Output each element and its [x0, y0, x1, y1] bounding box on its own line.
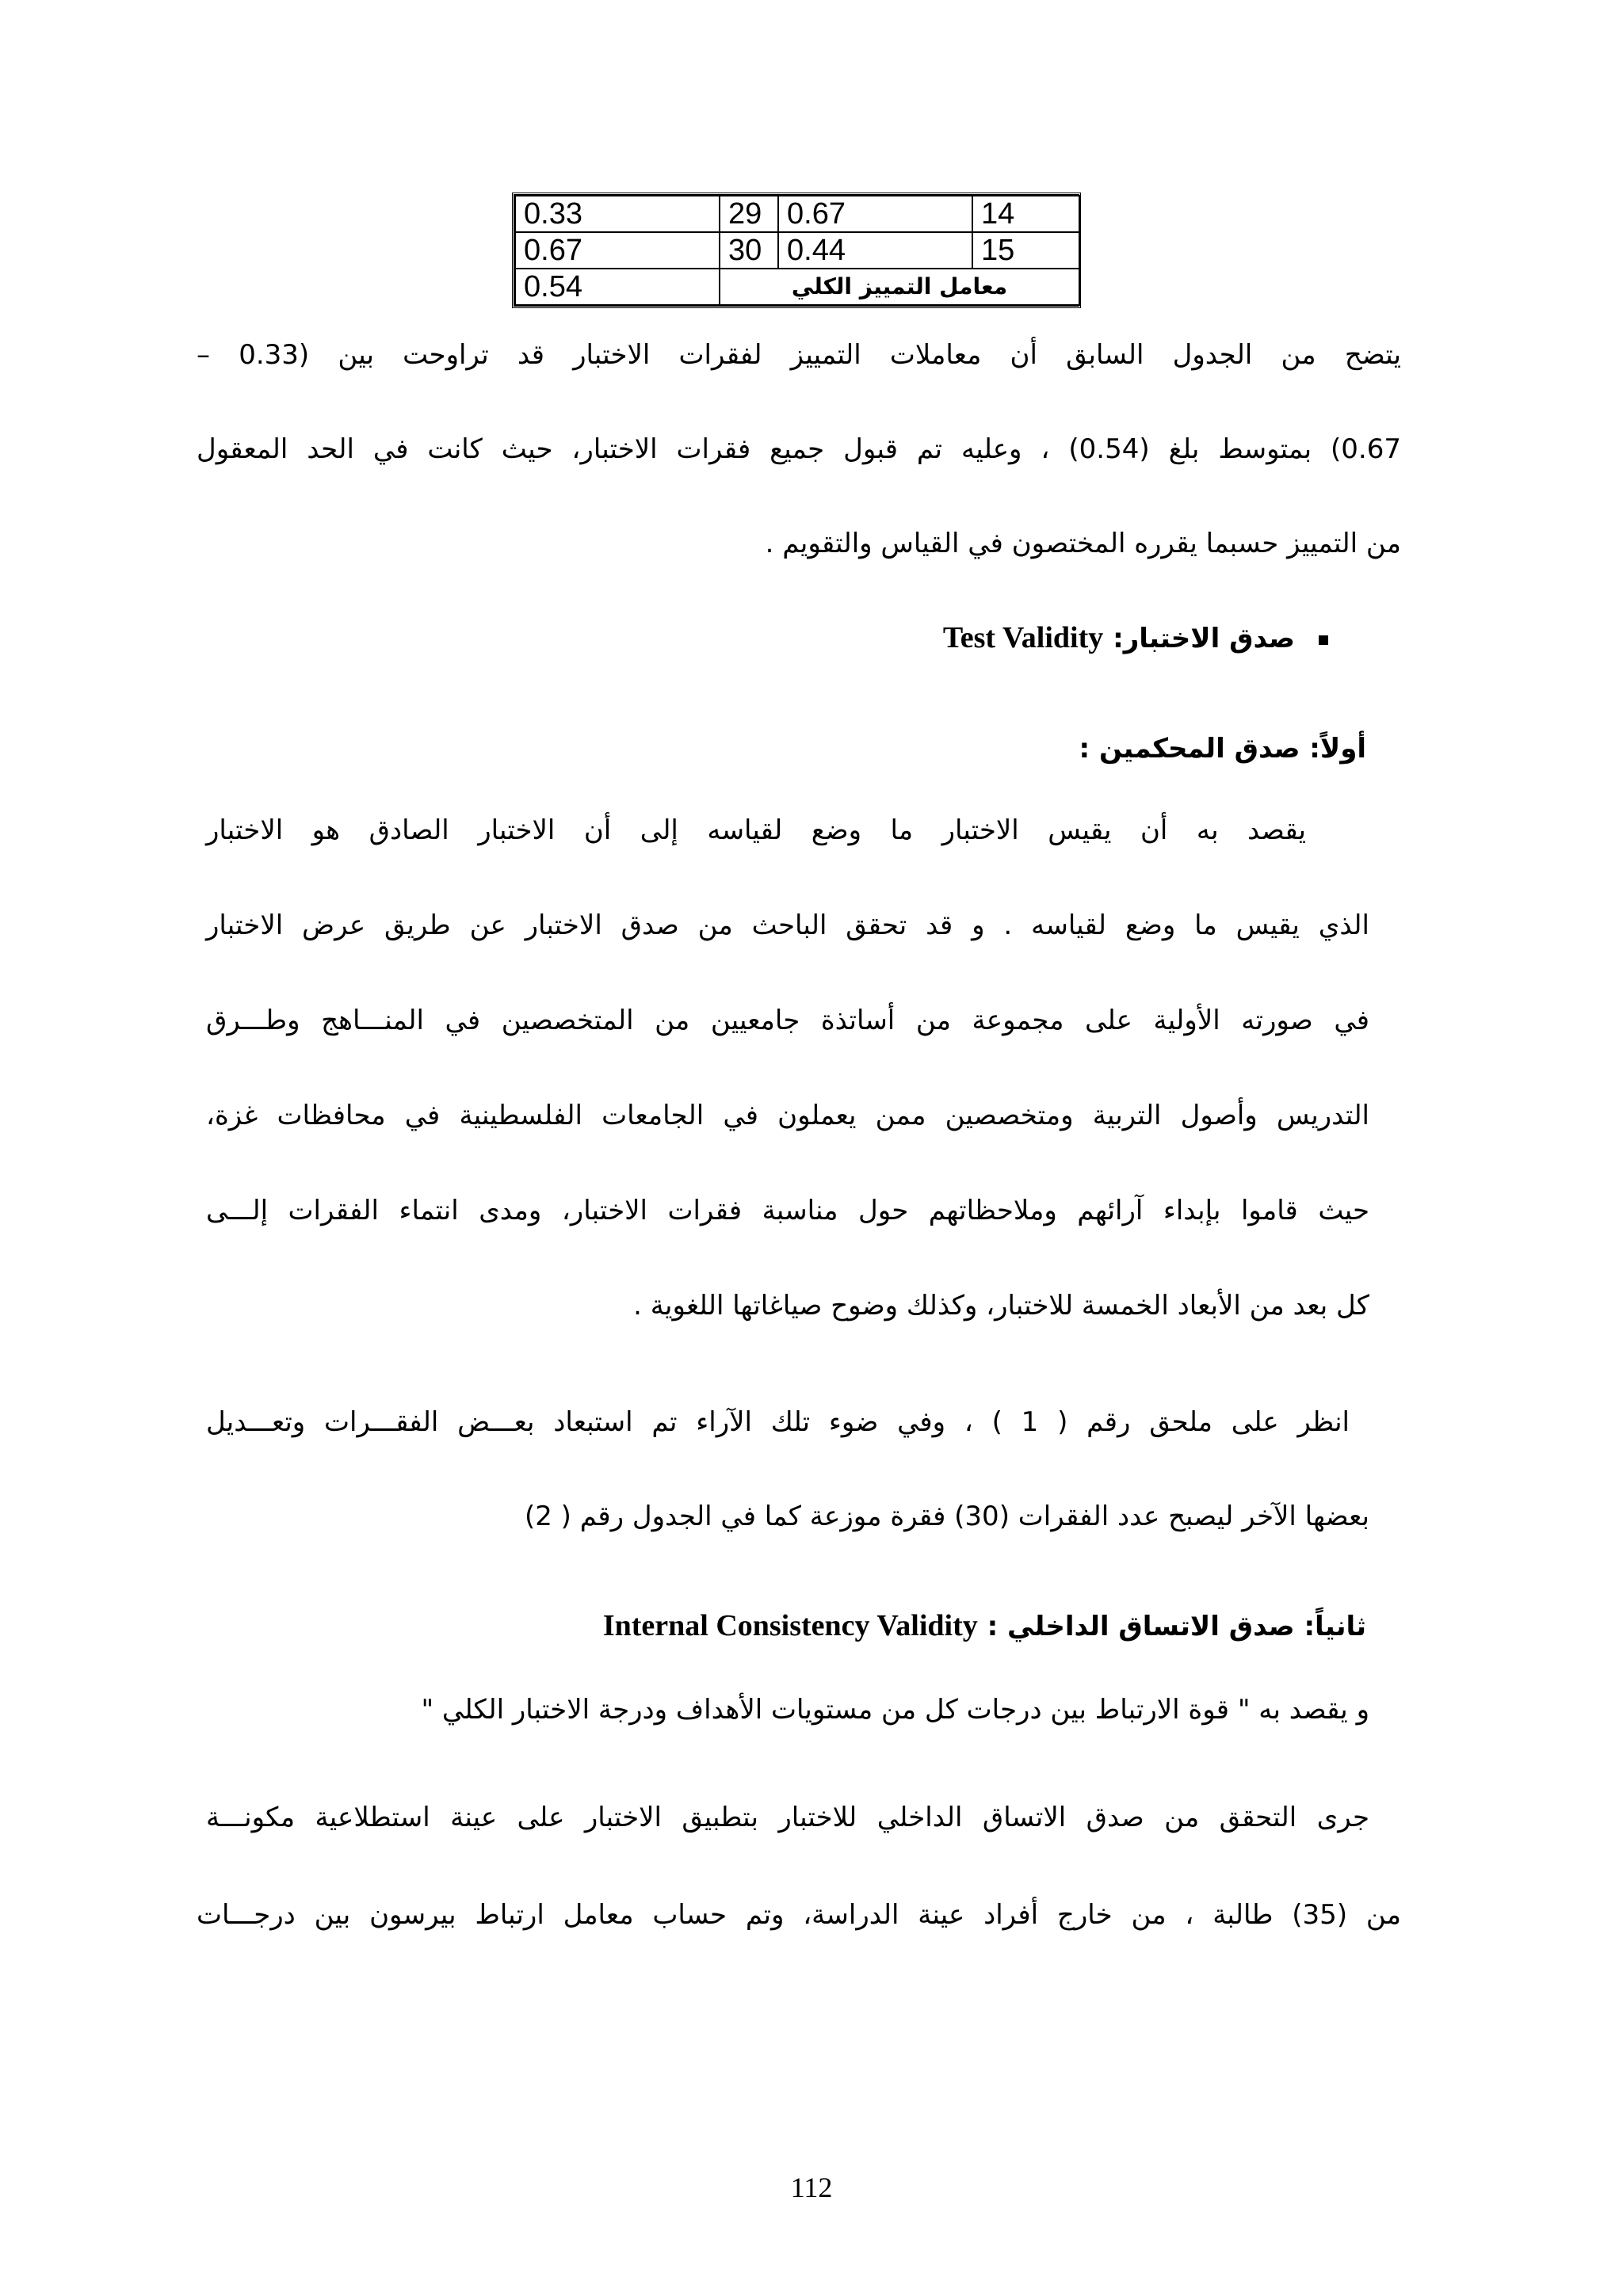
paragraph-line: كل بعد من الأبعاد الخمسة للاختبار، وكذلك وضوح صياغاتها اللغوية .: [633, 1290, 1369, 1322]
paragraph-line: حيث قاموا بإبداء آرائهم وملاحظاتهم حول مناسبة فقرات الاختبار، ومدى انتماء الفقرات إلـــى: [206, 1195, 1369, 1226]
table-cell: 30: [720, 232, 778, 269]
heading-arabic: صدق الاختبار:: [1113, 623, 1295, 654]
section-title: [603, 1602, 1366, 1650]
table-cell: 0.67: [515, 232, 720, 269]
table-total-row: [515, 269, 1079, 305]
section-title-arabic: ثانياً: صدق الاتساق الداخلي :: [987, 1611, 1366, 1642]
table-cell: 29: [720, 196, 778, 232]
paragraph-line: من (35) طالبة ، من خارج أفراد عينة الدراسة، وتم حساب معامل ارتباط بيرسون بين درجـــات: [197, 1899, 1401, 1931]
test-validity-heading: [943, 614, 1328, 662]
paragraph-line: من التمييز حسبما يقرره المختصون في القياس والتقويم .: [765, 528, 1401, 559]
paragraph-line: و يقصد به " قوة الارتباط بين درجات كل من مستويات الأهداف ودرجة الاختبار الكلي ": [421, 1694, 1369, 1726]
total-value-cell: 0.54: [515, 269, 720, 305]
bullet-square-icon: [1319, 635, 1328, 645]
section-title: أولاً: صدق المحكمين :: [1079, 733, 1366, 765]
table-cell: 0.44: [778, 232, 972, 269]
paragraph-line: جرى التحقق من صدق الاتساق الداخلي للاختبار بتطبيق الاختبار على عينة استطلاعية مكونـــة: [206, 1802, 1369, 1833]
table-row: [515, 232, 1079, 269]
total-label-cell: معامل التمييز الكلي: [720, 269, 1079, 305]
paragraph-line: التدريس وأصول التربية ومتخصصين ممن يعملون في الجامعات الفلسطينية في محافظات غزة،: [206, 1100, 1369, 1131]
section-title-english: Internal Consistency Validity: [602, 1609, 978, 1642]
discrimination-table: [512, 193, 1081, 308]
table-row: [515, 196, 1079, 232]
table-cell: 0.67: [778, 196, 972, 232]
paragraph-line: بعضها الآخر ليصبح عدد الفقرات (30) فقرة موزعة كما في الجدول رقم ( 2): [524, 1501, 1369, 1532]
paragraph-line: يقصد به أن يقيس الاختبار ما وضع لقياسه إلى أن الاختبار الصادق هو الاختبار: [206, 814, 1306, 846]
page-number: 112: [790, 2172, 833, 2203]
paragraph-line: 0.67) بمتوسط بلغ (0.54) ، وعليه تم قبول جميع فقرات الاختبار، حيث كانت في الحد المعقول: [197, 433, 1401, 465]
paragraph-line: الذي يقيس ما وضع لقياسه . و قد تحقق الباحث من صدق الاختبار عن طريق عرض الاختبار: [206, 910, 1369, 941]
table-cell: 14: [972, 196, 1079, 232]
paragraph-line: انظر على ملحق رقم ( 1 ) ، وفي ضوء تلك الآراء تم استبعاد بعـــض الفقـــرات وتعـــديل: [206, 1406, 1350, 1438]
paragraph-line: في صورته الأولية على مجموعة من أساتذة جامعيين من المتخصصين في المنـــاهج وطـــرق: [206, 1005, 1369, 1036]
paragraph-line: يتضح من الجدول السابق أن معاملات التمييز لفقرات الاختبار قد تراوحت بين (0.33 –: [197, 339, 1401, 371]
table-cell: 15: [972, 232, 1079, 269]
table-cell: 0.33: [515, 196, 720, 232]
heading-english: Test Validity: [942, 621, 1104, 654]
